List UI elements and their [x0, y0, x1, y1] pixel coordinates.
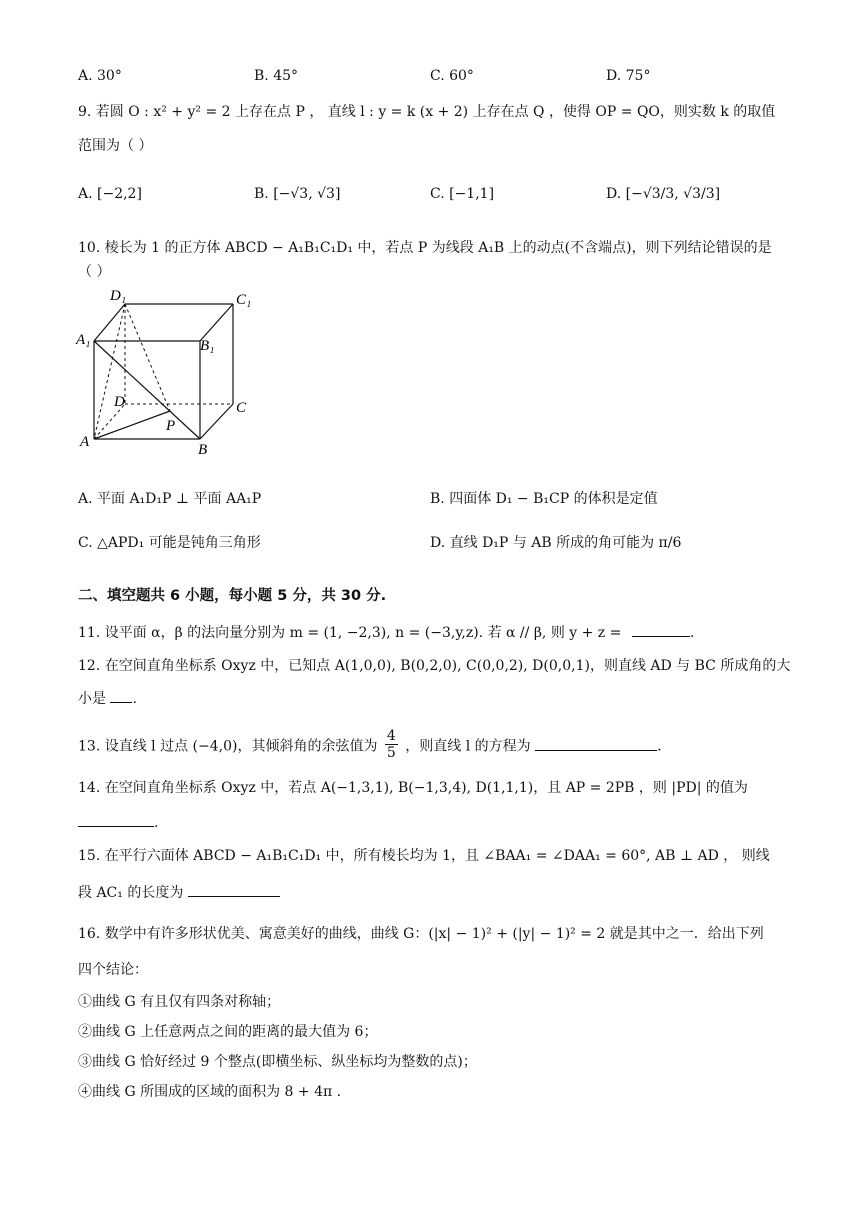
label-d: D	[114, 394, 125, 410]
q10-option-b: B. 四面体 D₁ − B₁CP 的体积是定值	[430, 491, 658, 507]
q15-answer-blank	[188, 882, 280, 897]
hidden-segment-d1-p	[125, 304, 170, 411]
q13-fraction	[385, 728, 398, 761]
q10-option-a: A. 平面 A₁D₁P ⊥ 平面 AA₁P	[78, 491, 262, 507]
q13-answer-blank	[535, 736, 657, 751]
label-a: A	[80, 434, 90, 450]
q9-stem-line2: 范围为（ ）	[78, 138, 153, 154]
q10-stem-line2: （ ）	[78, 264, 111, 280]
cube-figure	[70, 284, 270, 459]
q11-text: 11. 设平面 α，β 的法向量分别为 m = (1, −2,3), n = (−3,y,z). 若 α // β, 则 y + z =	[78, 625, 622, 641]
q15-line2	[78, 882, 798, 903]
q13-fraction-denominator: 5	[386, 745, 396, 761]
q15-line2-text: 段 AC₁ 的长度为	[78, 885, 184, 901]
label-d1: D₁	[110, 288, 127, 304]
q14-line1: 14. 在空间直角坐标系 Oxyz 中，若点 A(−1,3,1), B(−1,3,4), D(1,1,1)，且 AP = 2PB ，则 |PD| 的值为	[78, 780, 748, 796]
q13: 13. 设直线 l 过点 (−4,0)，其倾斜角的余弦值为 $\frac{4}{5}$ ，则直线 l 的方程为 .	[78, 728, 662, 761]
q16-item-4: ④曲线 G 所围成的区域的面积为 8 + 4π .	[78, 1084, 342, 1100]
q9-option-b: B. [−√3, √3]	[254, 186, 341, 202]
q15-line1: 15. 在平行六面体 ABCD − A₁B₁C₁D₁ 中，所有棱长均为 1，且 ∠BAA₁ = ∠DAA₁ = 60°, AB ⊥ AD ， 则线	[78, 848, 770, 864]
q16-line1: 16. 数学中有许多形状优美、寓意美好的曲线，曲线 G：(|x| − 1)² + (|y| − 1)² = 2 就是其中之一．给出下列	[78, 926, 764, 942]
label-c: C	[236, 400, 247, 416]
q9-stem-line1: 9. 若圆 O : x² + y² = 2 上存在点 P ， 直线 l : y = k (x + 2) 上存在点 Q ，使得 OP = QO，则实数 k 的取值	[78, 104, 776, 120]
q16-item-2: ②曲线 G 上任意两点之间的距离的最大值为 6；	[78, 1024, 378, 1040]
q16-item-1: ①曲线 G 有且仅有四条对称轴；	[78, 994, 281, 1010]
q12-line1: 12. 在空间直角坐标系 Oxyz 中，已知点 A(1,0,0), B(0,2,0), C(0,0,2), D(0,0,1)，则直线 AD 与 BC 所成角的大	[78, 658, 791, 674]
label-c1: C₁	[236, 292, 252, 308]
q13-fraction-numerator: 4	[386, 728, 396, 744]
edge-b1-c1	[200, 304, 233, 341]
q9-option-d: D. [−√3/3, √3/3]	[606, 186, 721, 202]
q8-option-d: D. 75°	[606, 68, 651, 84]
q16-item-3: ③曲线 G 恰好经过 9 个整点(即横坐标、纵坐标均为整数的点)；	[78, 1054, 477, 1070]
q8-option-a: A. 30°	[78, 68, 122, 84]
q13-part1: 13. 设直线 l 过点 (−4,0)，其倾斜角的余弦值为	[78, 738, 378, 755]
label-b: B	[198, 442, 208, 458]
q8-option-c: C. 60°	[430, 68, 474, 84]
q10-option-d: D. 直线 D₁P 与 AB 所成的角可能为 π/6	[430, 535, 682, 551]
q10-stem-line1: 10. 棱长为 1 的正方体 ABCD − A₁B₁C₁D₁ 中，若点 P 为线段 A₁B 上的动点(不含端点)，则下列结论错误的是	[78, 240, 772, 256]
q12-line2-text: 小是	[78, 691, 106, 707]
label-a1: A₁	[76, 332, 91, 348]
q11: 11. 设平面 α，β 的法向量分别为 m = (1, −2,3), n = (−3,y,z). 若 α // β, 则 y + z = .	[78, 622, 798, 643]
q12-answer-blank	[110, 688, 132, 703]
q8-option-b: B. 45°	[254, 68, 299, 84]
q13-part2: ，则直线 l 的方程为	[405, 738, 531, 755]
hidden-segment-d1-a	[94, 304, 125, 439]
section-2-title: 二、填空题共 6 小题，每小题 5 分，共 30 分.	[78, 588, 387, 604]
edge-b-c	[200, 404, 233, 439]
q9-option-c: C. [−1,1]	[430, 186, 495, 202]
q16-line2: 四个结论：	[78, 962, 148, 978]
label-b1: B₁	[200, 338, 215, 354]
q9-option-a: A. [−2,2]	[78, 186, 142, 202]
q11-answer-blank	[632, 622, 690, 637]
segment-a-p	[94, 411, 170, 439]
q14-line2: .	[78, 812, 798, 833]
q12-line2: 小是 .	[78, 688, 798, 709]
q10-option-c: C. △APD₁ 可能是钝角三角形	[78, 535, 261, 551]
label-p: P	[166, 418, 176, 434]
q14-answer-blank	[78, 812, 154, 827]
